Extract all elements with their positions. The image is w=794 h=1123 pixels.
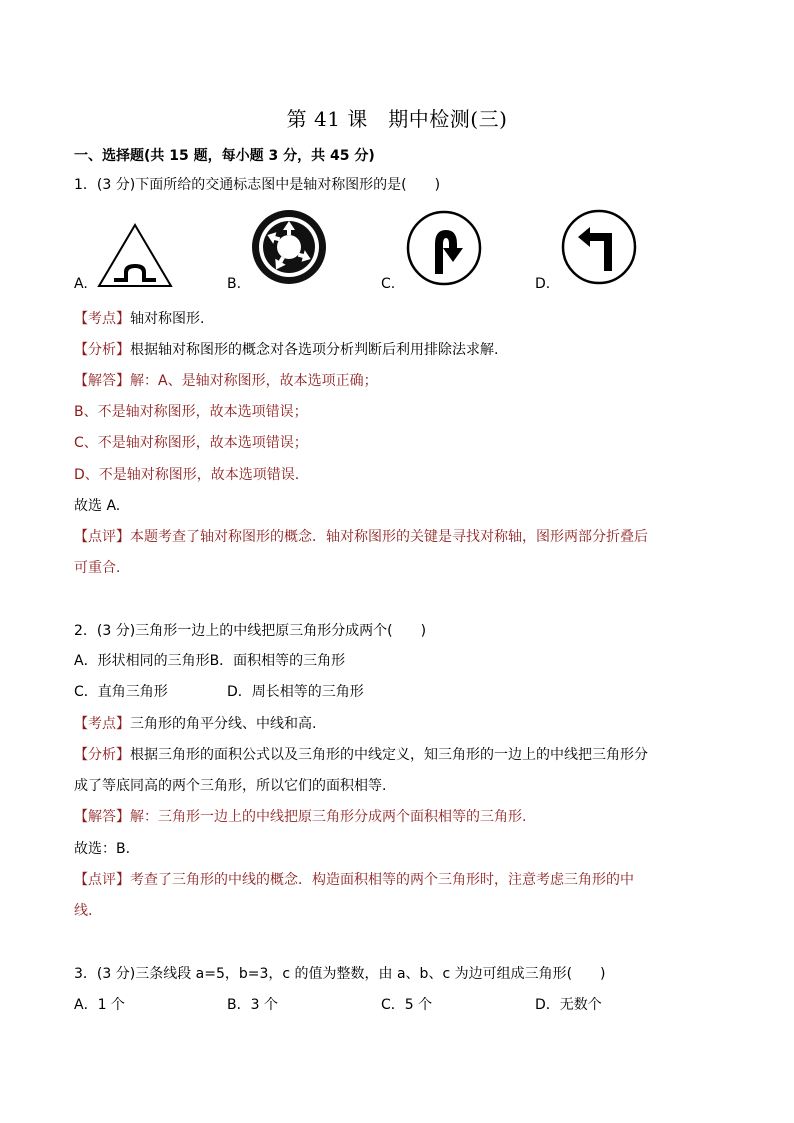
q2-dianping bbox=[74, 870, 634, 890]
q1-fenxi bbox=[74, 340, 498, 360]
jieda-tag: 【解答】 bbox=[74, 809, 130, 825]
u-turn-sign-icon bbox=[405, 208, 483, 288]
section-heading: 一、选择题(共 15 题，每小题 3 分，共 45 分) bbox=[74, 148, 375, 164]
jieda-text: 解：三角形一边上的中线把原三角形分成两个面积相等的三角形. bbox=[130, 809, 527, 825]
q2-option-d: D．周长相等的三角形 bbox=[227, 684, 364, 700]
fenxi-tag: 【分析】 bbox=[74, 747, 130, 763]
q1-jieda bbox=[74, 371, 378, 391]
page-title: 第 41 课 期中检测(三) bbox=[286, 107, 508, 131]
q2-option-c: C．直角三角形 bbox=[74, 684, 168, 700]
q3-option-a: A．1 个 bbox=[74, 997, 125, 1013]
q1-option-d: D. bbox=[535, 276, 551, 292]
kaodian-text: 三角形的角平分线、中线和高. bbox=[130, 716, 317, 732]
q2-answer: 故选：B. bbox=[74, 841, 131, 857]
kaodian-tag: 【考点】 bbox=[74, 716, 130, 732]
q3-option-d: D．无数个 bbox=[535, 997, 602, 1013]
q3-stem: 3．(3 分)三条线段 a=5，b=3，c 的值为整数，由 a、b、c 为边可组成三角形( ) bbox=[74, 966, 606, 982]
q1-dianping-cont: 可重合. bbox=[74, 560, 121, 576]
fenxi-text: 根据轴对称图形的概念对各选项分析判断后利用排除法求解. bbox=[130, 342, 499, 358]
kaodian-text: 轴对称图形. bbox=[130, 311, 205, 327]
dianping-text: 本题考查了轴对称图形的概念．轴对称图形的关键是寻找对称轴，图形两部分折叠后 bbox=[130, 529, 648, 545]
q2-options-ab: A．形状相同的三角形B．面积相等的三角形 bbox=[74, 653, 346, 669]
q2-jieda bbox=[74, 807, 526, 827]
q1-option-c: C. bbox=[381, 276, 396, 292]
q1-option-b: B. bbox=[227, 276, 242, 292]
dianping-text: 考查了三角形的中线的概念．构造面积相等的两个三角形时，注意考虑三角形的中 bbox=[130, 872, 634, 888]
q2-stem: 2．(3 分)三角形一边上的中线把原三角形分成两个( ) bbox=[74, 623, 427, 639]
q1-answer: 故选 A. bbox=[74, 498, 121, 514]
q1-option-a: A. bbox=[74, 276, 88, 292]
q2-fenxi bbox=[74, 745, 648, 765]
jieda-tag: 【解答】 bbox=[74, 373, 130, 389]
kaodian-tag: 【考点】 bbox=[74, 311, 130, 327]
q3-option-b: B．3 个 bbox=[227, 997, 278, 1013]
q1-line-d: D、不是轴对称图形，故本选项错误. bbox=[74, 467, 300, 483]
roundabout-sign-icon bbox=[250, 208, 328, 286]
fenxi-text: 根据三角形的面积公式以及三角形的中线定义，知三角形的一边上的中线把三角形分 bbox=[130, 747, 648, 763]
q2-kaodian bbox=[74, 714, 316, 734]
jieda-text: 解：A、是轴对称图形，故本选项正确； bbox=[130, 373, 378, 389]
q1-dianping bbox=[74, 527, 648, 547]
dianping-tag: 【点评】 bbox=[74, 529, 130, 545]
q2-dianping-cont: 线. bbox=[74, 903, 93, 919]
q1-stem: 1．(3 分)下面所给的交通标志图中是轴对称图形的是( ) bbox=[74, 177, 441, 193]
fenxi-tag: 【分析】 bbox=[74, 342, 130, 358]
q1-line-b: B、不是轴对称图形，故本选项错误； bbox=[74, 404, 308, 420]
q1-line-c: C、不是轴对称图形，故本选项错误； bbox=[74, 435, 308, 451]
bump-warning-sign-icon bbox=[96, 222, 174, 290]
q1-kaodian bbox=[74, 309, 204, 329]
left-turn-sign-icon bbox=[560, 207, 638, 287]
q3-option-c: C．5 个 bbox=[381, 997, 433, 1013]
dianping-tag: 【点评】 bbox=[74, 872, 130, 888]
q2-fenxi-cont: 成了等底同高的两个三角形，所以它们的面积相等. bbox=[74, 778, 387, 794]
